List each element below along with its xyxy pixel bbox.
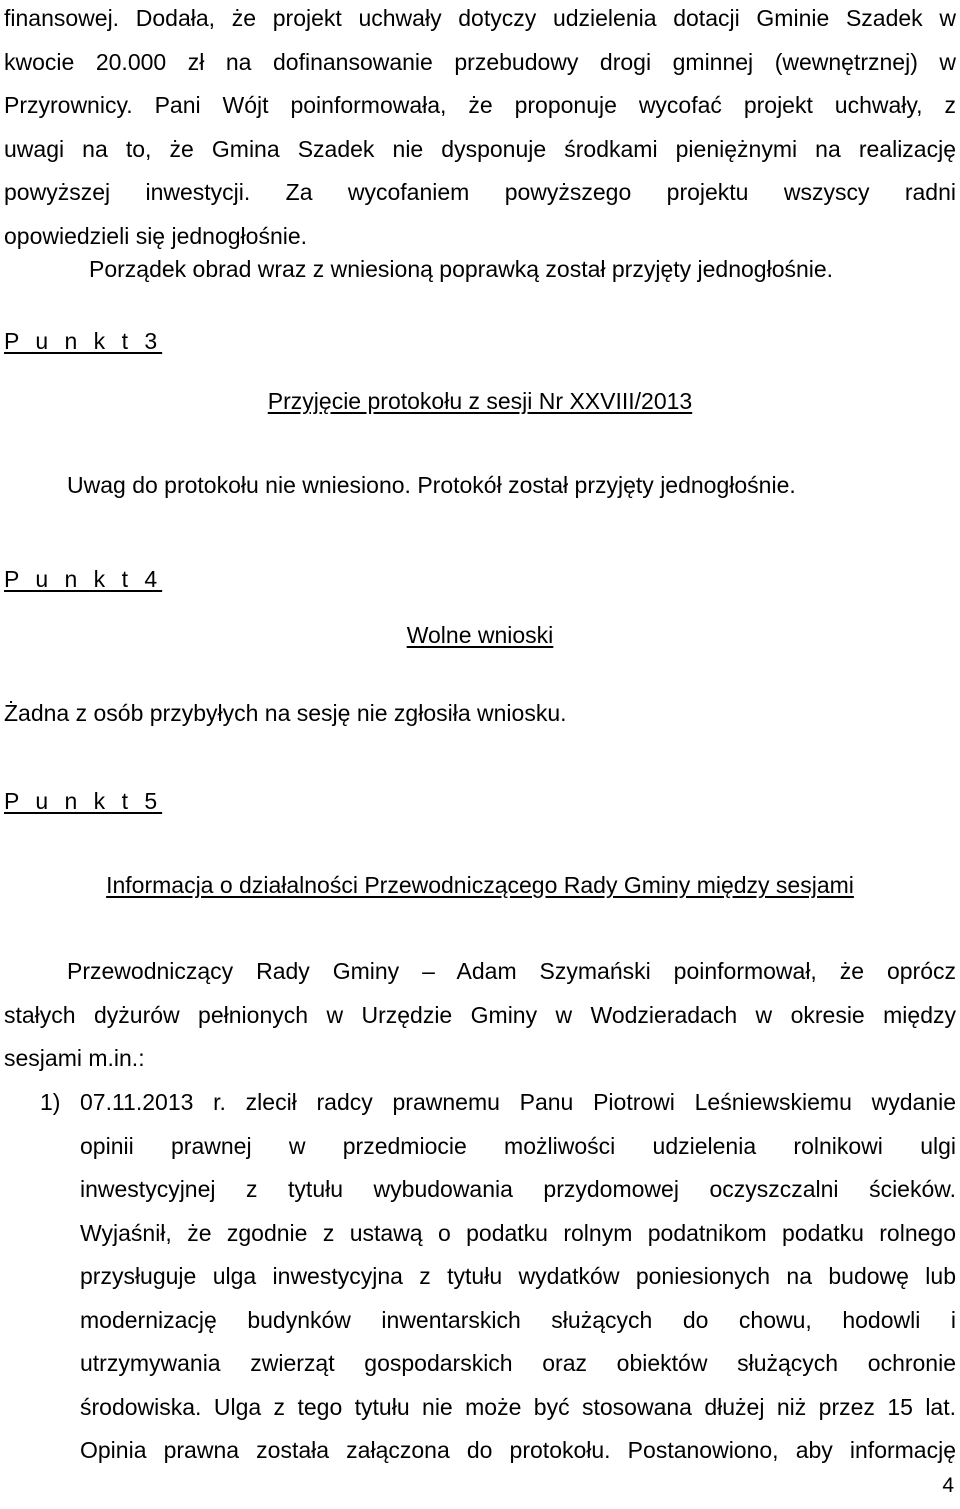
text-line: Opinia prawna została załączona do protokołu. Postanowiono, aby informację: [80, 1437, 956, 1463]
punkt-3-heading: P u n k t 3: [4, 328, 163, 354]
agenda-accepted-text: [89, 248, 956, 292]
text-line: finansowej. Dodała, że projekt uchwały dotyczy udzielenia dotacji Gminie Szadek w: [4, 5, 956, 31]
punkt-5-intro-paragraph: [4, 950, 956, 1081]
text-line: środowiska. Ulga z tego tytułu nie może być stosowana dłużej niż przez 15 lat.: [80, 1393, 956, 1420]
text-line: sesjami m.in.:: [4, 1045, 145, 1071]
punkt-4-heading: P u n k t 4: [4, 566, 163, 592]
punkt-4-title: Wolne wnioski: [406, 622, 554, 648]
intro-paragraph: [4, 0, 956, 258]
punkt-5-heading: P u n k t 5: [4, 788, 163, 814]
page-number: 4: [942, 1474, 954, 1497]
punkt-5-list: [4, 1081, 956, 1473]
text-line: uwagi na to, że Gmina Szadek nie dysponuje środkami pieniężnymi na realizację: [4, 135, 956, 162]
text-line: Wyjaśnił, że zgodnie z ustawą o podatku rolnym podatnikom podatku rolnego: [80, 1219, 956, 1246]
text-line: opowiedzieli się jednogłośnie.: [4, 222, 308, 249]
text-line: Przewodniczący Rady Gminy – Adam Szymański poinformował, że oprócz: [67, 958, 956, 984]
punkt-4-text: [4, 692, 956, 736]
text-line: stałych dyżurów pełnionych w Urzędzie Gminy w Wodzieradach w okresie między: [4, 1001, 956, 1028]
text-line: Żadna z osób przybyłych na sesję nie zgłosiła wniosku.: [4, 700, 567, 726]
text-line: utrzymywania zwierząt gospodarskich oraz obiektów służących ochronie: [80, 1350, 956, 1376]
punkt-5-title: Informacja o działalności Przewodniczącego Rady Gminy między sesjami: [106, 872, 854, 898]
punkt-3-title: Przyjęcie protokołu z sesji Nr XXVIII/2013: [267, 388, 693, 414]
list-item-number: 1): [40, 1089, 61, 1115]
text-line: inwestycyjnej z tytułu wybudowania przydomowej oczyszczalni ścieków.: [80, 1176, 956, 1202]
text-line: powyższej inwestycji. Za wycofaniem powyższego projektu wszyscy radni: [4, 179, 956, 205]
list-item: [80, 1081, 956, 1473]
text-line: modernizację budynków inwentarskich służących do chowu, hodowli i: [80, 1306, 956, 1333]
text-line: przysługuje ulga inwestycyjna z tytułu wydatków poniesionych na budowę lub: [80, 1263, 956, 1289]
text-line: Uwag do protokołu nie wniesiono. Protokół został przyjęty jednogłośnie.: [67, 472, 796, 498]
text-line: Porządek obrad wraz z wniesioną poprawką został przyjęty jednogłośnie.: [89, 256, 834, 282]
text-line: 07.11.2013 r. zlecił radcy prawnemu Panu Piotrowi Leśniewskiemu wydanie: [80, 1089, 956, 1115]
punkt-3-text: [67, 464, 956, 508]
text-line: opinii prawnej w przedmiocie możliwości udzielenia rolnikowi ulgi: [80, 1132, 956, 1159]
text-line: Przyrownicy. Pani Wójt poinformowała, że proponuje wycofać projekt uchwały, z: [4, 92, 956, 118]
text-line: kwocie 20.000 zł na dofinansowanie przebudowy drogi gminnej (wewnętrznej) w: [4, 48, 956, 75]
